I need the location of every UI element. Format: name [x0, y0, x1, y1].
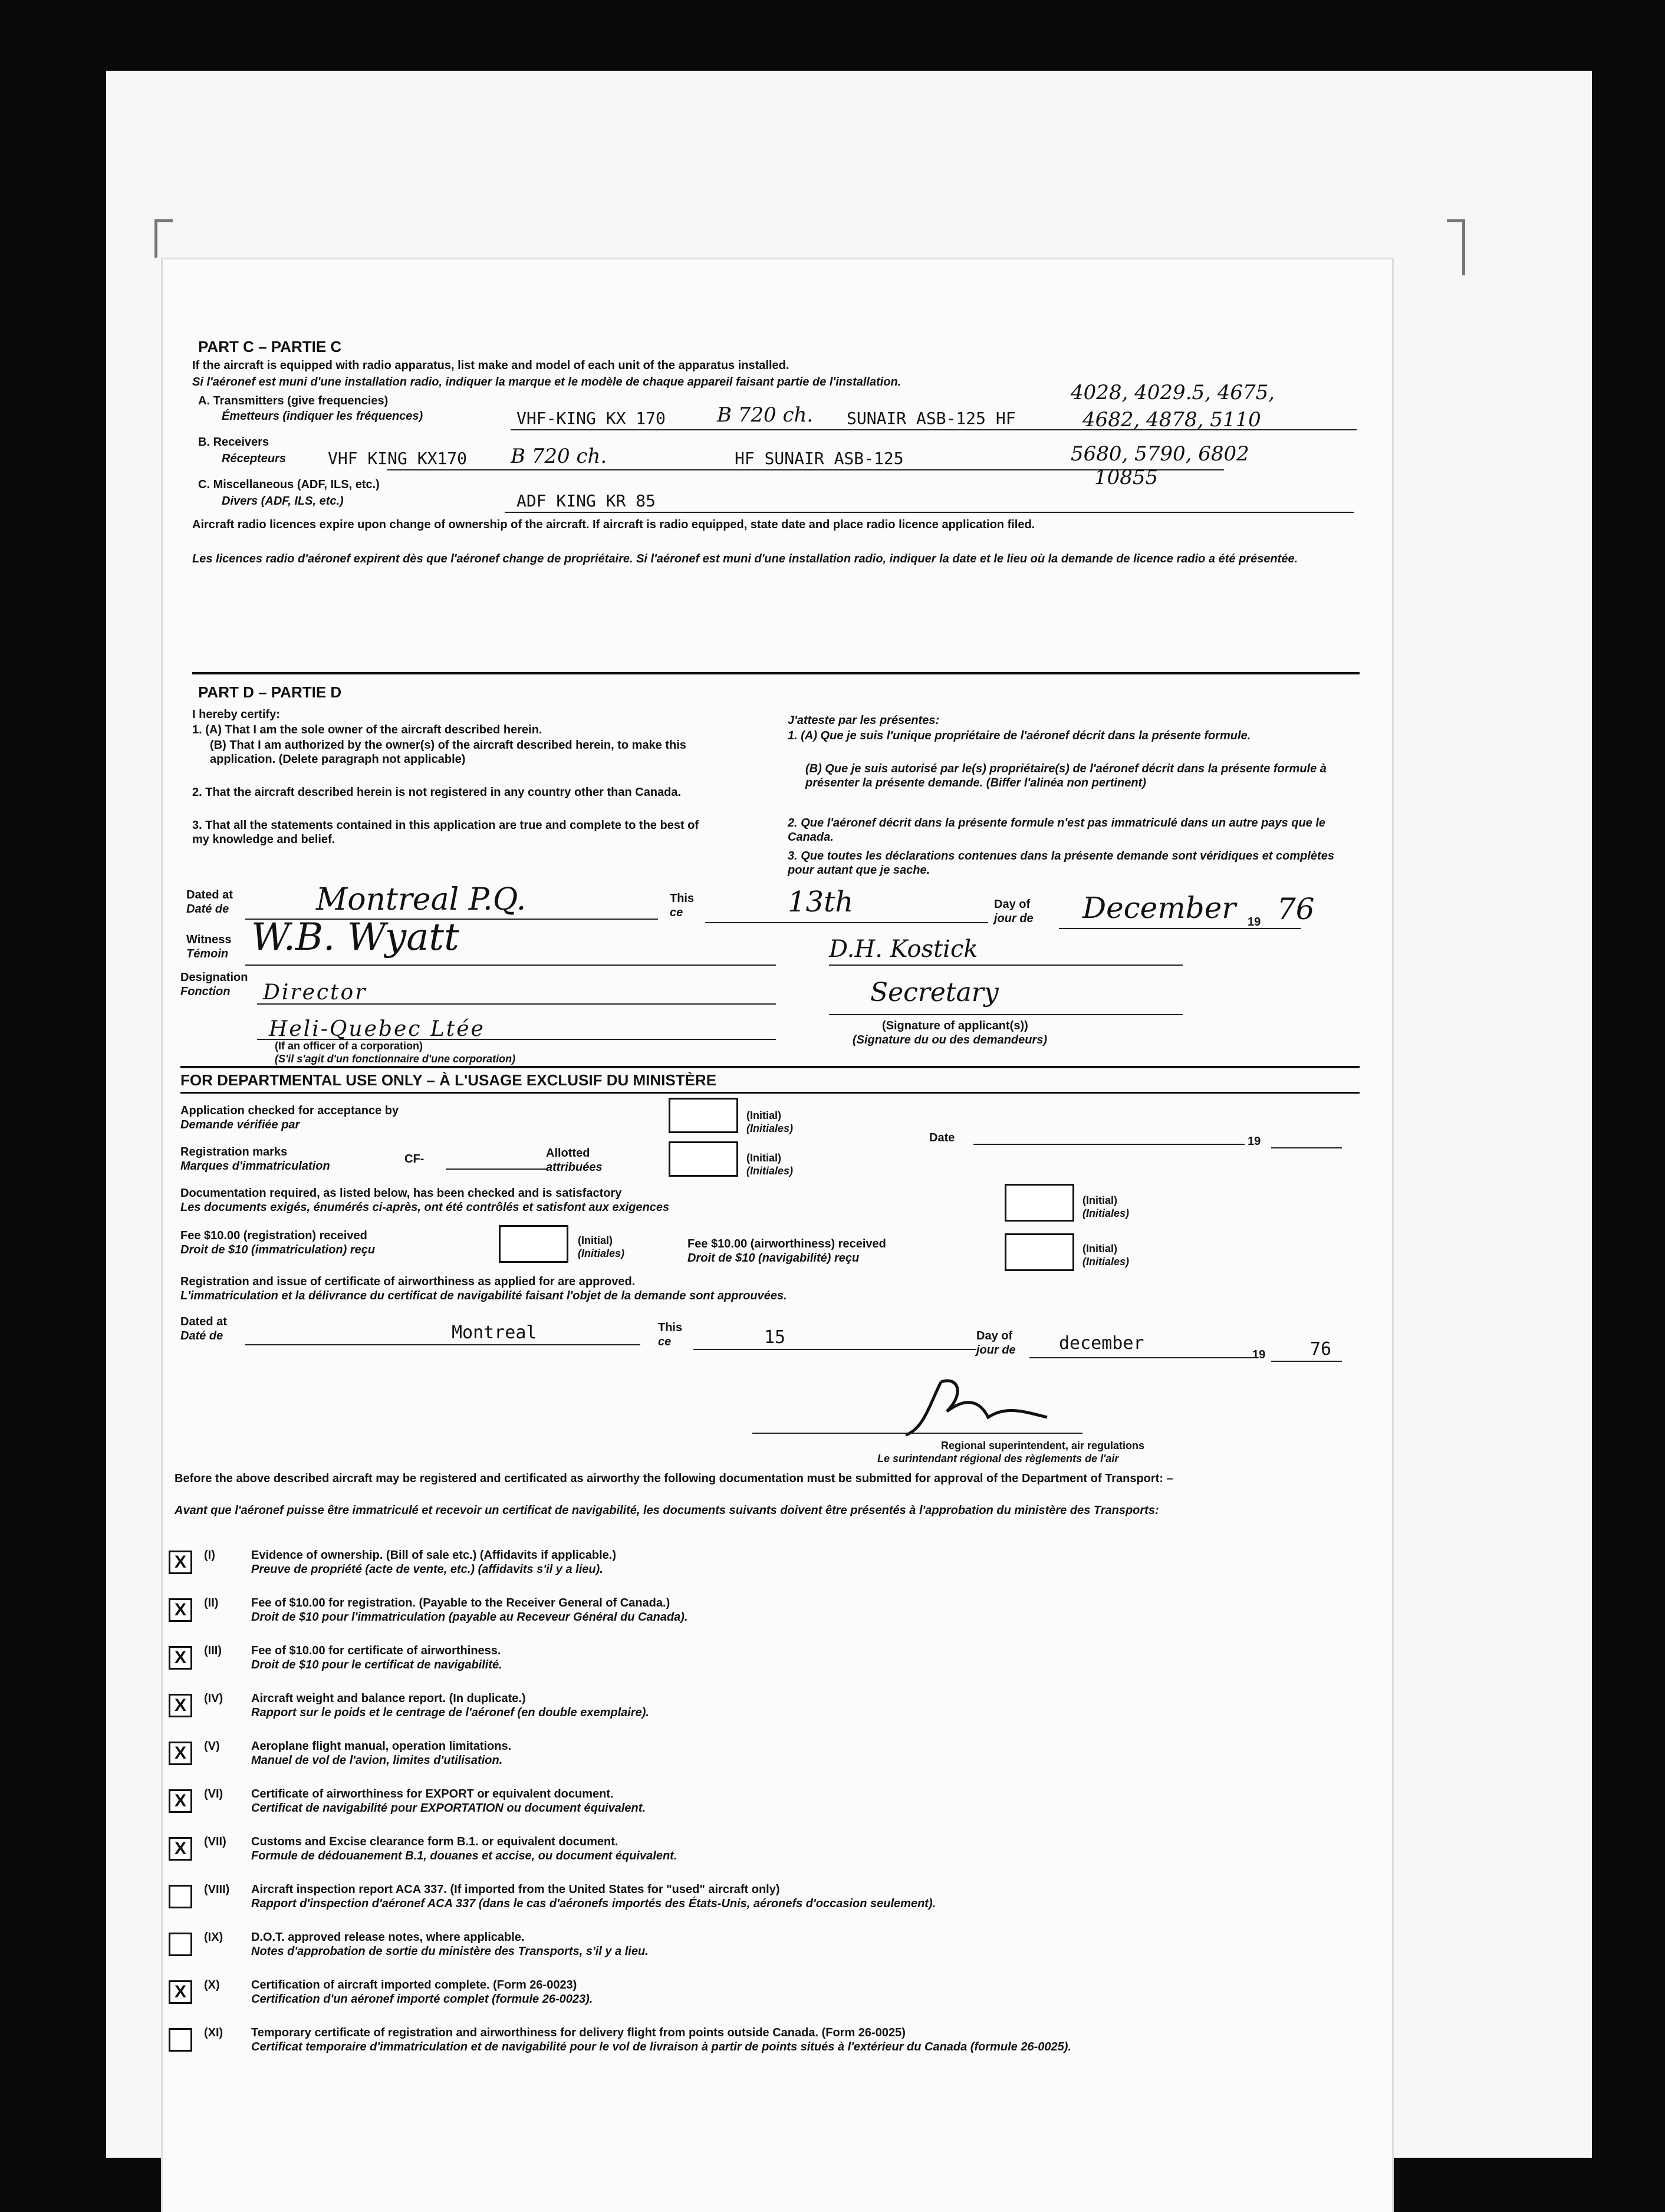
corner-bracket-left: [154, 219, 173, 258]
part-d-heading: PART D – PARTIE D: [198, 683, 342, 701]
item-1b-en: (B) That I am authorized by the owner(s) of the aircraft described herein, to make this application. (Delete paragraph not applicable): [210, 739, 686, 766]
dated-value: Montreal P.Q.: [316, 882, 527, 917]
dept-date-line: [973, 1144, 1245, 1145]
dept-day-en: Day of: [976, 1329, 1013, 1342]
docs-checked-fr: Les documents exigés, énumérés ci-après, ont été contrôlés et satisfont aux exigences: [180, 1201, 670, 1214]
receivers-freq-1: 5680, 5790, 6802: [1071, 442, 1249, 466]
this-label-fr: ce: [670, 906, 683, 919]
designation-value: Director: [263, 980, 367, 1005]
doc-item-label-en: Temporary certificate of registration and airworthiness for delivery flight from points outside Canada. (Form 26-0025): [251, 2026, 906, 2039]
receivers-handwritten: B 720 ch.: [511, 445, 607, 468]
checked-label-en: Application checked for acceptance by: [180, 1104, 399, 1117]
doc-item-label-fr: Preuve de propriété (acte de vente, etc.) (affidavits s'il y a lieu).: [251, 1563, 603, 1576]
fee-air-initial-en: (Initial): [1082, 1243, 1117, 1255]
dept-day-value: december: [1059, 1333, 1144, 1354]
corporation-value: Heli-Quebec Ltée: [269, 1017, 485, 1041]
dept-this-line: [693, 1349, 976, 1350]
doc-item-label-fr: Certification d'un aéronef importé complet (formule 26-0023).: [251, 1993, 593, 2006]
doc-item-label-en: Aeroplane flight manual, operation limitations.: [251, 1740, 512, 1753]
transmitters-label-fr: Émetteurs (indiquer les fréquences): [222, 410, 423, 423]
form-page: [163, 259, 1392, 2212]
certify-fr: J'atteste par les présentes:: [788, 714, 940, 727]
dated-label-fr: Daté de: [186, 903, 229, 916]
dept-dated-line: [245, 1344, 640, 1345]
dept-this-fr: ce: [658, 1335, 672, 1348]
doc-item-label-en: Aircraft inspection report ACA 337. (If imported from the United States for "used" aircraft only): [251, 1883, 780, 1896]
part-c-intro-fr: Si l'aéronef est muni d'une installation radio, indiquer la marque et le modèle de chaque appareil faisant partie de l'installation.: [192, 376, 901, 389]
transmitters-value-2: SUNAIR ASB-125 HF: [847, 409, 1016, 428]
checked-label-fr: Demande vérifiée par: [180, 1118, 300, 1131]
transmitters-freq-1: 4028, 4029.5, 4675,: [1071, 381, 1275, 404]
fee-reg-en: Fee $10.00 (registration) received: [180, 1229, 367, 1242]
docs-intro-en: Before the above described aircraft may be registered and certificated as airworthy the following documentation must be submitted for approval of the Department of Transport: –: [175, 1472, 1173, 1485]
superintendent-en: Regional superintendent, air regulations: [941, 1440, 1145, 1451]
doc-item-label-fr: Formule de dédouanement B.1, douanes et accise, ou document équivalent.: [251, 1849, 677, 1862]
doc-item-label-fr: Certificat temporaire d'immatriculation et de navigabilité pour le vol de livraison à partir de points situés à l'extérieur du Canada (formule 26-0025).: [251, 2040, 1071, 2053]
designation-label-en: Designation: [180, 971, 248, 984]
dept-this-en: This: [658, 1321, 683, 1334]
doc-checkbox[interactable]: X: [169, 1598, 192, 1622]
doc-checkbox[interactable]: X: [169, 1551, 192, 1574]
dept-heading: FOR DEPARTMENTAL USE ONLY – À L'USAGE EXCLUSIF DU MINISTÈRE: [180, 1071, 717, 1089]
dept-this-value: 15: [764, 1327, 786, 1348]
doc-item-label-en: Customs and Excise clearance form B.1. or equivalent document.: [251, 1835, 618, 1848]
receivers-value: VHF KING KX170: [328, 449, 468, 468]
day-line: [1059, 928, 1301, 929]
transmitters-handwritten: B 720 ch.: [717, 403, 814, 427]
doc-item-label-fr: Rapport sur le poids et le centrage de l'aéronef (en double exemplaire).: [251, 1706, 649, 1719]
dept-dated-en: Dated at: [180, 1315, 227, 1328]
fee-air-fr: Droit de $10 (navigabilité) reçu: [687, 1252, 860, 1265]
day-label-fr: jour de: [994, 912, 1034, 925]
licence-note-en: Aircraft radio licences expire upon change of ownership of the aircraft. If aircraft is radio equipped, state date and place radio licence application filed.: [192, 518, 1035, 531]
receivers-label-fr: Récepteurs: [222, 452, 286, 465]
part-d-rule: [192, 672, 1360, 674]
superintendent-line: [752, 1433, 1082, 1434]
doc-item-number: (III): [204, 1644, 222, 1657]
receivers-freq-2: 10855: [1094, 466, 1159, 489]
dept-date-label: Date: [929, 1131, 955, 1144]
reg-initial-fr: (Initiales): [746, 1165, 794, 1177]
fee-reg-fr: Droit de $10 (immatriculation) reçu: [180, 1243, 376, 1256]
day-label-en: Day of: [994, 898, 1031, 911]
doc-item-label-en: Certification of aircraft imported complete. (Form 26-0023): [251, 1979, 577, 1992]
allotted-en: Allotted: [546, 1147, 590, 1160]
dept-day-fr: jour de: [976, 1344, 1016, 1357]
dept-dated-fr: Daté de: [180, 1329, 223, 1342]
doc-item-label-en: Aircraft weight and balance report. (In duplicate.): [251, 1692, 526, 1705]
doc-item-label-en: Evidence of ownership. (Bill of sale etc.) (Affidavits if applicable.): [251, 1549, 617, 1562]
misc-label-fr: Divers (ADF, ILS, etc.): [222, 495, 344, 508]
doc-item-number: (X): [204, 1979, 220, 1992]
reg-label-fr: Marques d'immatriculation: [180, 1160, 330, 1173]
doc-item-number: (VII): [204, 1835, 226, 1848]
dept-year-value: 76: [1310, 1339, 1332, 1360]
fee-air-en: Fee $10.00 (airworthiness) received: [687, 1237, 886, 1250]
certify-en: I hereby certify:: [192, 708, 280, 721]
approve-fr: L'immatriculation et la délivrance du certificat de navigabilité faisant l'objet de la demande sont approuvées.: [180, 1289, 787, 1302]
officer-note-fr: (S'il s'agit d'un fonctionnaire d'une corporation): [275, 1053, 516, 1065]
transmitters-freq-2: 4682, 4878, 5110: [1082, 408, 1261, 432]
approve-en: Registration and issue of certificate of airworthiness as applied for are approved.: [180, 1275, 636, 1288]
fee-reg-initial-fr: (Initiales): [578, 1247, 625, 1259]
officer-note-en: (If an officer of a corporation): [275, 1040, 423, 1052]
doc-item-number: (IV): [204, 1692, 223, 1705]
this-line: [705, 922, 988, 923]
item-1a-en: 1. (A) That I am the sole owner of the aircraft described herein.: [192, 723, 542, 736]
doc-checkbox[interactable]: [169, 1885, 192, 1908]
doc-checkbox[interactable]: X: [169, 1837, 192, 1861]
dept-dated-value: Montreal: [452, 1322, 537, 1343]
docs-initial-fr: (Initiales): [1082, 1207, 1130, 1219]
dept-year-line: [1271, 1361, 1342, 1362]
allotted-fr: attribuées: [546, 1161, 603, 1174]
checked-initial-en: (Initial): [746, 1110, 781, 1121]
superintendent-signature: [870, 1370, 1118, 1441]
checked-initial-fr: (Initiales): [746, 1123, 794, 1134]
item-2-fr: 2. Que l'aéronef décrit dans la présente formule n'est pas immatriculé dans un autre pays que le Canada.: [788, 817, 1326, 844]
doc-item-label-fr: Notes d'approbation de sortie du ministère des Transports, s'il y a lieu.: [251, 1945, 649, 1958]
reg-initial-en: (Initial): [746, 1152, 781, 1164]
signature-value: D.H. Kostick: [829, 936, 978, 963]
cf-prefix: CF-: [404, 1153, 425, 1166]
this-value: 13th: [788, 886, 854, 919]
reg-initial-box[interactable]: [669, 1141, 738, 1177]
misc-label-en: C. Miscellaneous (ADF, ILS, etc.): [198, 478, 380, 491]
item-1b-fr: (B) Que je suis autorisé par le(s) propriétaire(s) de l'aéronef décrit dans la présente formule à présenter la présente demande. (Biffer l'alinéa non pertinent): [805, 762, 1327, 789]
doc-item-label-fr: Droit de $10 pour l'immatriculation (payable au Receveur Général du Canada).: [251, 1611, 688, 1624]
doc-checkbox[interactable]: X: [169, 1980, 192, 2004]
cf-line: [446, 1168, 546, 1170]
checked-initial-box[interactable]: [669, 1098, 738, 1133]
docs-intro-fr: Avant que l'aéronef puisse être immatriculé et recevoir un certificat de navigabilité, les documents suivants doivent être présentés à l'approbation du ministère des Transports:: [175, 1504, 1159, 1517]
day-value: December: [1082, 891, 1236, 925]
docs-checked-en: Documentation required, as listed below, has been checked and is satisfactory: [180, 1187, 622, 1200]
part-c-heading: PART C – PARTIE C: [198, 338, 342, 356]
this-label-en: This: [670, 892, 695, 905]
applicant-sig-label-fr: (Signature du ou des demandeurs): [853, 1033, 1048, 1046]
doc-item-number: (I): [204, 1549, 215, 1562]
doc-item-number: (V): [204, 1740, 220, 1753]
dept-date-year-line: [1271, 1147, 1342, 1148]
doc-item-label-fr: Certificat de navigabilité pour EXPORTATION ou document équivalent.: [251, 1802, 646, 1815]
fee-air-initial-box[interactable]: [1005, 1233, 1074, 1271]
dept-date-year: 19: [1248, 1135, 1261, 1148]
year-value: 76: [1277, 892, 1315, 926]
applicant-line: [829, 1014, 1183, 1015]
doc-checkbox[interactable]: X: [169, 1694, 192, 1717]
item-1a-fr: 1. (A) Que je suis l'unique propriétaire de l'aéronef décrit dans la présente formule.: [788, 729, 1251, 742]
doc-item-number: (VI): [204, 1788, 223, 1800]
doc-item-number: (II): [204, 1597, 219, 1609]
doc-item-label-fr: Droit de $10 pour le certificat de navigabilité.: [251, 1658, 502, 1671]
witness-label-fr: Témoin: [186, 947, 229, 960]
doc-checkbox[interactable]: [169, 1933, 192, 1956]
doc-item-label-en: Certificate of airworthiness for EXPORT or equivalent document.: [251, 1788, 614, 1800]
witness-line: [245, 965, 776, 966]
doc-item-label-en: D.O.T. approved release notes, where applicable.: [251, 1931, 525, 1944]
misc-value: ADF KING KR 85: [516, 491, 656, 511]
doc-item-label-en: Fee of $10.00 for registration. (Payable to the Receiver General of Canada.): [251, 1597, 670, 1609]
doc-item-label-fr: Manuel de vol de l'avion, limites d'utilisation.: [251, 1754, 503, 1767]
doc-item-number: (IX): [204, 1931, 223, 1944]
year-prefix: 19: [1248, 916, 1261, 929]
receivers-value-2: HF SUNAIR ASB-125: [735, 449, 904, 468]
dept-rule-2: [180, 1092, 1360, 1094]
dept-rule: [180, 1066, 1360, 1068]
dept-year-prefix: 19: [1252, 1348, 1266, 1361]
item-3-en: 3. That all the statements contained in this application are true and complete to the best of my knowledge and belief.: [192, 819, 699, 846]
receivers-label-en: B. Receivers: [198, 436, 269, 449]
transmitters-label-en: A. Transmitters (give frequencies): [198, 394, 389, 407]
designation-label-fr: Fonction: [180, 985, 231, 998]
licence-note-fr: Les licences radio d'aéronef expirent dès que l'aéronef change de propriétaire. Si l'aéronef est muni d'une installation radio, indiquer la date et le lieu où la demande de licence radio a été présentée.: [192, 552, 1298, 565]
doc-item-label-fr: Rapport d'inspection d'aéronef ACA 337 (dans le cas d'aéronefs importés des États-Unis, aéronefs d'occasion seulement).: [251, 1897, 936, 1910]
corner-bracket-right: [1447, 219, 1465, 275]
fee-air-initial-fr: (Initiales): [1082, 1256, 1130, 1268]
doc-checkbox[interactable]: [169, 2028, 192, 2052]
doc-checkbox[interactable]: X: [169, 1646, 192, 1670]
reg-label-en: Registration marks: [180, 1146, 288, 1158]
signature-line: [829, 965, 1183, 966]
fee-reg-initial-en: (Initial): [578, 1235, 613, 1246]
dated-label-en: Dated at: [186, 888, 233, 901]
title-value: Secretary: [870, 977, 999, 1008]
doc-item-number: (VIII): [204, 1883, 230, 1896]
misc-line: [505, 512, 1354, 513]
witness-label-en: Witness: [186, 933, 232, 946]
docs-initial-box[interactable]: [1005, 1184, 1074, 1222]
dept-day-line: [1029, 1357, 1253, 1358]
doc-checkbox[interactable]: X: [169, 1789, 192, 1813]
doc-item-label-en: Fee of $10.00 for certificate of airworthiness.: [251, 1644, 501, 1657]
fee-reg-initial-box[interactable]: [499, 1225, 568, 1263]
transmitters-value: VHF-KING KX 170: [516, 409, 666, 428]
docs-initial-en: (Initial): [1082, 1194, 1117, 1206]
witness-value: W.B. Wyatt: [251, 916, 459, 959]
doc-checkbox[interactable]: X: [169, 1742, 192, 1765]
part-c-intro-en: If the aircraft is equipped with radio apparatus, list make and model of each unit of the apparatus installed.: [192, 359, 789, 372]
superintendent-fr: Le surintendant régional des règlements de l'air: [877, 1453, 1119, 1464]
item-3-fr: 3. Que toutes les déclarations contenues dans la présente demande sont véridiques et complètes pour autant que je sache.: [788, 850, 1334, 877]
item-2-en: 2. That the aircraft described herein is not registered in any country other than Canada.: [192, 786, 682, 799]
applicant-sig-label-en: (Signature of applicant(s)): [882, 1019, 1028, 1032]
doc-item-number: (XI): [204, 2026, 223, 2039]
